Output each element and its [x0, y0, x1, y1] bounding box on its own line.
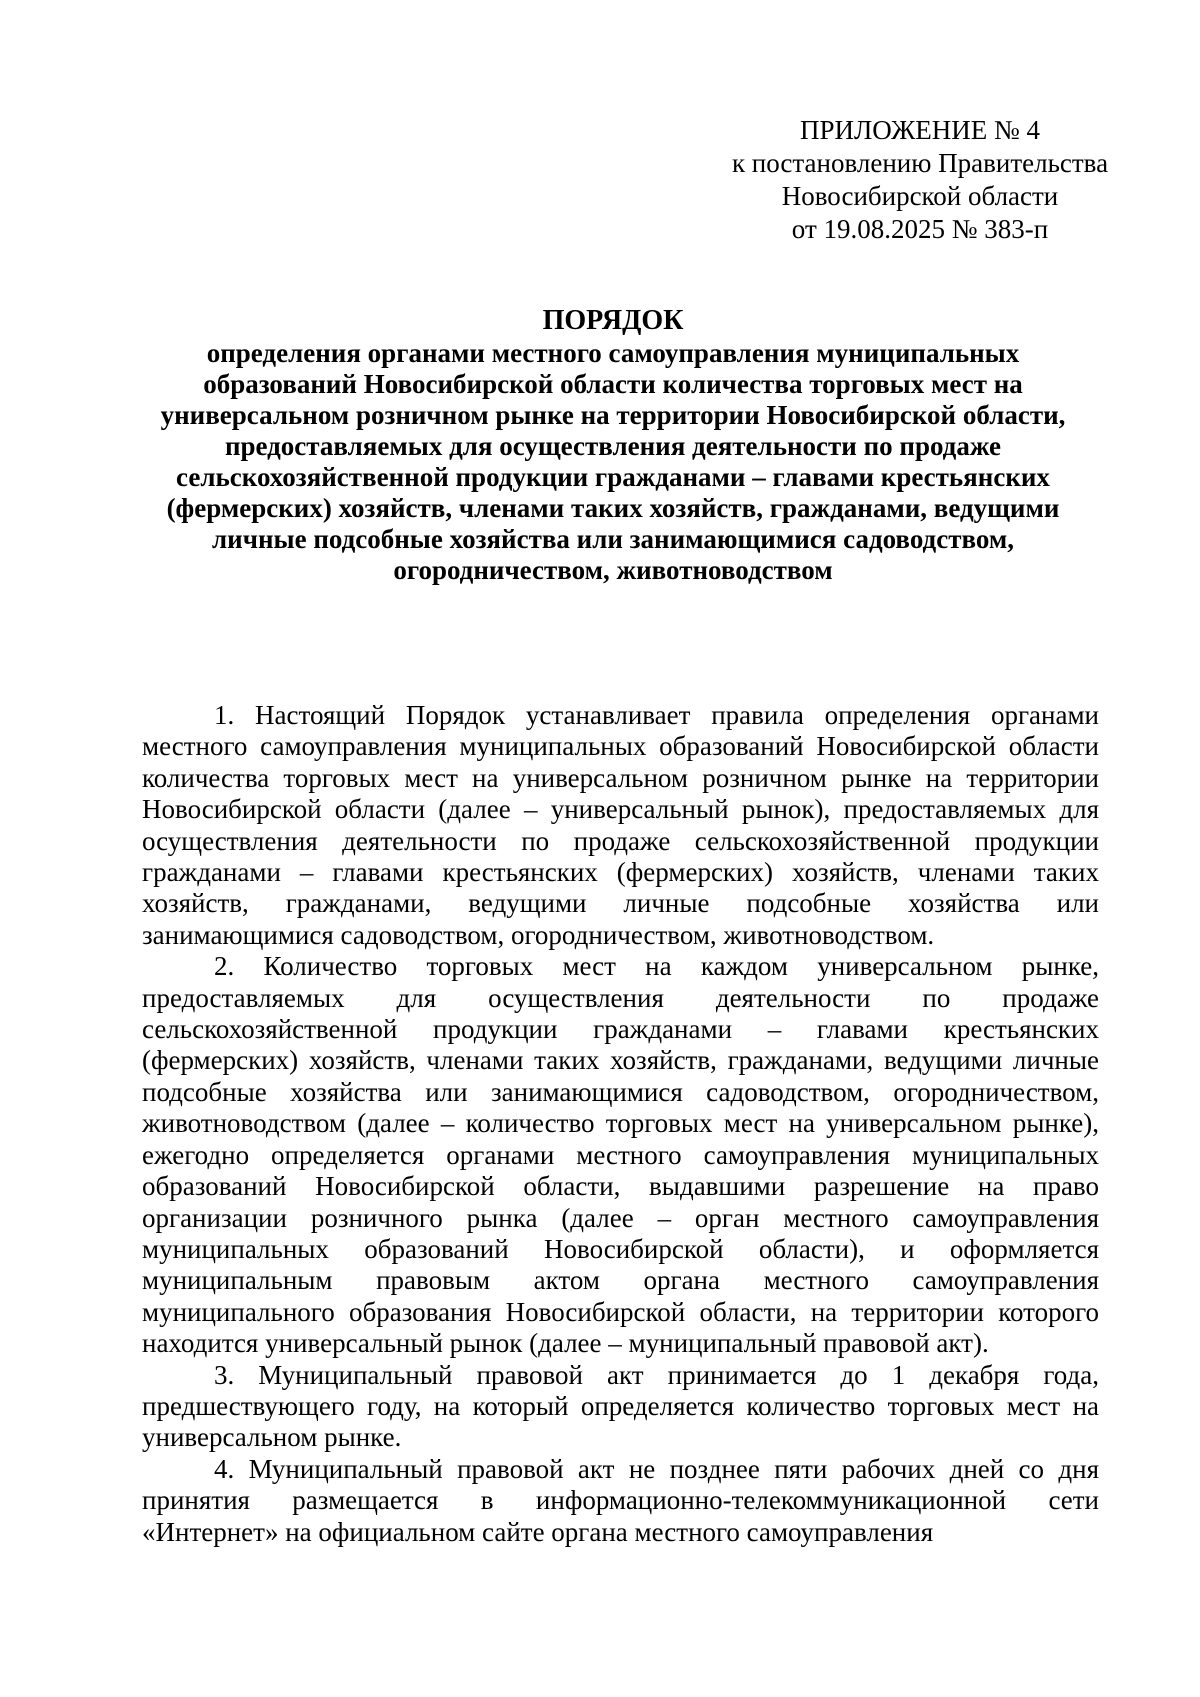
appendix-date-number: от 19.08.2025 № 383-п [791, 214, 1049, 244]
document-title-block [130, 304, 1096, 586]
document-body [142, 700, 1099, 1548]
appendix-region: Новосибирской области [781, 181, 1059, 211]
appendix-header [720, 114, 1120, 246]
paragraph-3: 3. Муниципальный правовой акт принимается до 1 декабря года, предшествующего году, на который определяется количество торговых мест на универсальном рынке. [142, 1359, 1099, 1453]
appendix-reference: к постановлению Правительства [731, 148, 1109, 178]
paragraph-1: 1. Настоящий Порядок устанавливает правила определения органами местного самоуправления муниципальных образований Новосибирской области количества торговых мест на универсальном розничном рынке на территории Новосибирской области (далее – универсальный рынок), предоставляемых для осуществления деятельности по продаже сельскохозяйственной продукции гражданами – главами крестьянских (фермерских) хозяйств, членами таких хозяйств, гражданами, ведущими личные подсобные хозяйства или занимающимися садоводством, огородничеством, животноводством. [142, 700, 1099, 950]
paragraph-2: 2. Количество торговых мест на каждом универсальном рынке, предоставляемых для осуществления деятельности по продаже сельскохозяйственной продукции гражданами – главами крестьянских (фермерских) хозяйств, членами таких хозяйств, гражданами, ведущими личные подсобные хозяйства или занимающимися садоводством, огородничеством, животноводством (далее – количество торговых мест на универсальном рынке), ежегодно определяется органами местного самоуправления муниципальных образований Новосибирской области, выдавшими разрешение на право организации розничного рынка (далее – орган местного самоуправления муниципальных образований Новосибирской области), и оформляется муниципальным правовым актом органа местного самоуправления муниципального образования Новосибирской области, на территории которого находится универсальный рынок (далее – муниципальный правовой акт). [142, 951, 1099, 1359]
appendix-number: ПРИЛОЖЕНИЕ № 4 [799, 115, 1041, 145]
document-subtitle: определения органами местного самоуправления муниципальных образований Новосибирской области количества торговых мест на универсальном розничном рынке на территории Новосибирской области, предоставляемых для осуществления деятельности по продаже сельскохозяйственной продукции гражданами – главами крестьянских (фермерских) хозяйств, членами таких хозяйств, гражданами, ведущими личные подсобные хозяйства или занимающимися садоводством, огородничеством, животноводством [160, 338, 1066, 585]
paragraph-4: 4. Муниципальный правовой акт не позднее пяти рабочих дней со дня принятия размещается в информационно-телекоммуникационной сети «Интернет» на официальном сайте органа местного самоуправления [142, 1453, 1099, 1547]
document-title: ПОРЯДОК [542, 305, 684, 336]
